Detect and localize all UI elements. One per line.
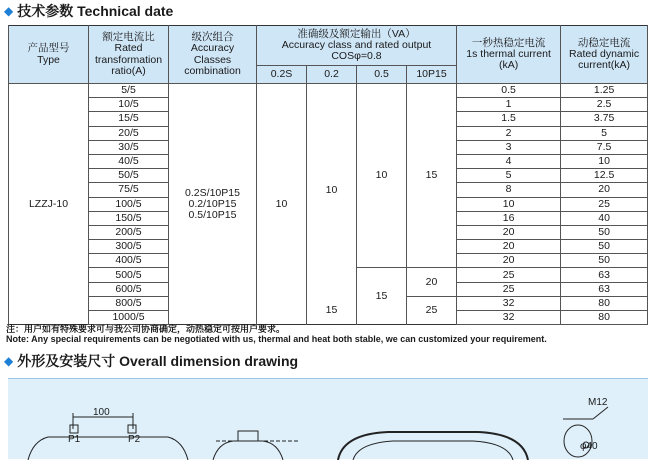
acc-10p15-cell: 15 — [407, 84, 457, 268]
combination-cell: 0.2S/10P15 0.2/10P15 0.5/10P15 — [169, 84, 257, 325]
ratio-cell: 500/5 — [89, 268, 169, 282]
acc-02-cell: 10 — [307, 84, 357, 297]
thermal-cell: 32 — [457, 296, 561, 310]
label-phi40: φ40 — [580, 441, 598, 452]
note-english: Note: Any special requirements can be negotiated with us, thermal and heat both stable, we can customized your requirement. — [6, 334, 547, 344]
dynamic-cell: 5 — [561, 126, 648, 140]
ratio-cell: 400/5 — [89, 254, 169, 268]
label-m12: M12 — [588, 397, 608, 408]
drawing-svg — [8, 379, 648, 460]
ratio-cell: 300/5 — [89, 240, 169, 254]
acc-05-cell: 15 — [357, 268, 407, 325]
dynamic-cell: 10 — [561, 154, 648, 168]
dynamic-cell: 80 — [561, 296, 648, 310]
dynamic-cell: 80 — [561, 311, 648, 325]
dynamic-cell: 50 — [561, 225, 648, 239]
acc-02-cell: 15 — [307, 296, 357, 324]
thermal-cell: 32 — [457, 311, 561, 325]
ratio-cell: 20/5 — [89, 126, 169, 140]
ratio-cell: 800/5 — [89, 296, 169, 310]
header-thermal: 一秒热稳定电流 1s thermal current (kA) — [457, 26, 561, 84]
thermal-cell: 10 — [457, 197, 561, 211]
header-type: 产品型号 Type — [9, 26, 89, 84]
section-title-text: 技术参数 Technical date — [17, 3, 174, 19]
dynamic-cell: 50 — [561, 254, 648, 268]
acc-10p15-cell: 25 — [407, 296, 457, 324]
section-title-technical — [4, 1, 173, 21]
ratio-cell: 50/5 — [89, 169, 169, 183]
dim-100: 100 — [93, 407, 110, 418]
thermal-cell: 4 — [457, 154, 561, 168]
ratio-cell: 100/5 — [89, 197, 169, 211]
dynamic-cell: 7.5 — [561, 140, 648, 154]
dynamic-cell: 2.5 — [561, 98, 648, 112]
type-cell: LZZJ-10 — [9, 84, 89, 325]
dynamic-cell: 50 — [561, 240, 648, 254]
acc-10p15-cell: 20 — [407, 268, 457, 296]
ratio-cell: 40/5 — [89, 154, 169, 168]
dynamic-cell: 40 — [561, 211, 648, 225]
thermal-cell: 25 — [457, 282, 561, 296]
technical-table — [8, 25, 648, 325]
section-title-text: 外形及安装尺寸 Overall dimension drawing — [17, 353, 299, 369]
header-acc-02s: 0.2S — [257, 66, 307, 84]
thermal-cell: 0.5 — [457, 84, 561, 98]
thermal-cell: 20 — [457, 225, 561, 239]
header-acc-02: 0.2 — [307, 66, 357, 84]
ratio-cell: 1000/5 — [89, 311, 169, 325]
thermal-cell: 5 — [457, 169, 561, 183]
ratio-cell: 600/5 — [89, 282, 169, 296]
diamond-bullet-icon: ◆ — [4, 354, 14, 368]
acc-05-cell: 10 — [357, 84, 407, 268]
header-accuracy: 准确级及额定输出（VA） Accuracy class and rated output COSφ=0.8 — [257, 26, 457, 66]
dynamic-cell: 12.5 — [561, 169, 648, 183]
header-dynamic: 动稳定电流 Rated dynamic current(kA) — [561, 26, 648, 84]
ratio-cell: 150/5 — [89, 211, 169, 225]
thermal-cell: 8 — [457, 183, 561, 197]
diamond-bullet-icon: ◆ — [4, 4, 14, 18]
dynamic-cell: 1.25 — [561, 84, 648, 98]
ratio-cell: 75/5 — [89, 183, 169, 197]
section-title-dimension — [4, 351, 298, 371]
header-ratio: 额定电流比 Rated transformation ratio(A) — [89, 26, 169, 84]
dynamic-cell: 20 — [561, 183, 648, 197]
header-acc-05: 0.5 — [357, 66, 407, 84]
header-acc-10p15: 10P15 — [407, 66, 457, 84]
thermal-cell: 2 — [457, 126, 561, 140]
label-p2: P2 — [128, 434, 141, 445]
ratio-cell: 200/5 — [89, 225, 169, 239]
thermal-cell: 1 — [457, 98, 561, 112]
thermal-cell: 1.5 — [457, 112, 561, 126]
dynamic-cell: 63 — [561, 268, 648, 282]
dynamic-cell: 25 — [561, 197, 648, 211]
thermal-cell: 20 — [457, 254, 561, 268]
label-p1: P1 — [68, 434, 81, 445]
dynamic-cell: 63 — [561, 282, 648, 296]
ratio-cell: 5/5 — [89, 84, 169, 98]
ratio-cell: 30/5 — [89, 140, 169, 154]
thermal-cell: 25 — [457, 268, 561, 282]
note-chinese: 注：用户如有特殊要求可与我公司协商确定，动热稳定可按用户要求。 — [6, 324, 286, 334]
header-combination: 级次组合 Accuracy Classes combination — [169, 26, 257, 84]
ratio-cell: 10/5 — [89, 98, 169, 112]
thermal-cell: 20 — [457, 240, 561, 254]
dynamic-cell: 3.75 — [561, 112, 648, 126]
ratio-cell: 15/5 — [89, 112, 169, 126]
thermal-cell: 16 — [457, 211, 561, 225]
dimension-drawing — [8, 378, 648, 459]
acc-02s-cell: 10 — [257, 84, 307, 325]
thermal-cell: 3 — [457, 140, 561, 154]
